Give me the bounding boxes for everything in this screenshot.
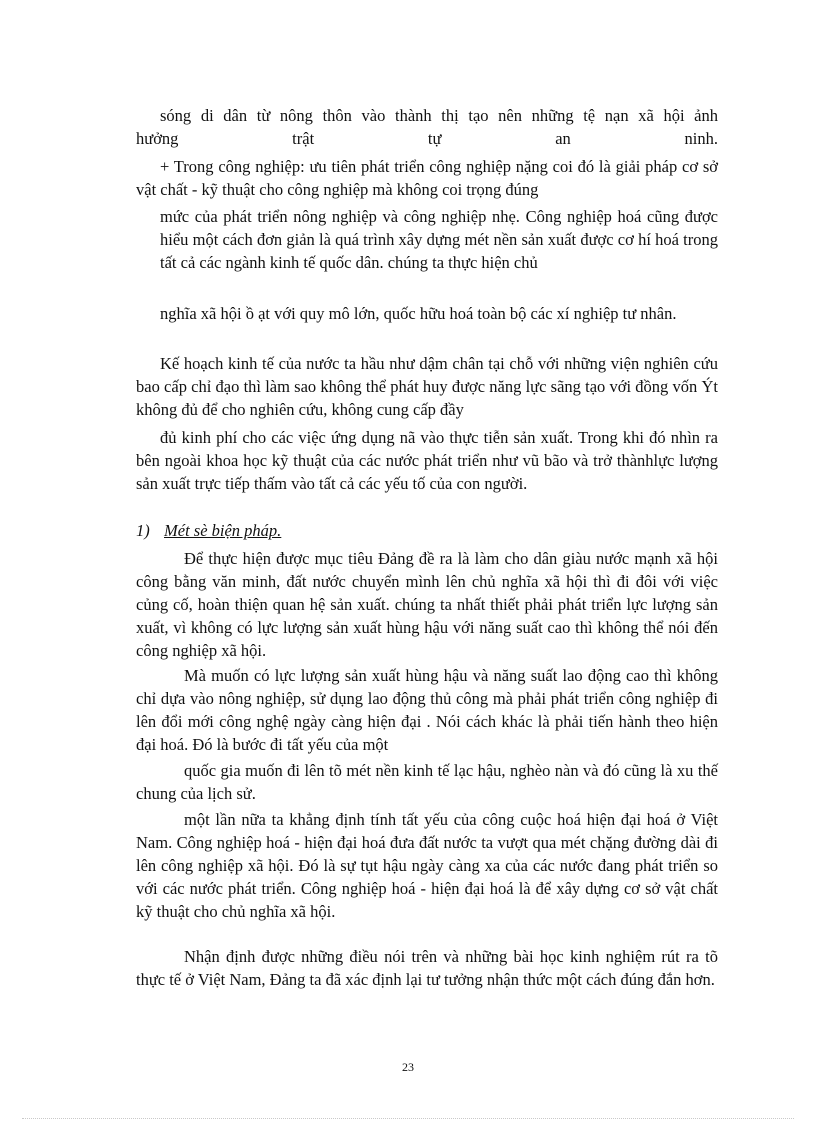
section-title: Mét sè biện pháp. xyxy=(164,521,282,540)
paragraph: Mà muốn có lực lượng sản xuất hùng hậu và năng suất lao động cao thì không chỉ dựa vào nông nghiệp, sử dụng lao động thủ công mà phải phát triển công nghiệp đi lên đổi mới công nghệ ngày càng hiện đại . Nói cách khác là phải tiến hành theo hiện đại hoá. Đó là bước đi tất yếu của một xyxy=(136,666,718,754)
paragraph: Kế hoạch kinh tế của nước ta hầu như dậm chân tại chỗ với những viện nghiên cứu bao cấp chỉ đạo thì làm sao không thể phát huy được năng lực sãng tạo với đồng vốn Ýt không đủ để cho nghiên cứu, không cung cấp đầy xyxy=(136,354,718,419)
paragraph: Nhận định được những điều nói trên và những bài học kinh nghiệm rút ra tõ thực tế ở Việt Nam, Đảng ta đã xác định lại tư tưởng nhận thức một cách đúng đắn hơn. xyxy=(136,947,718,989)
paragraph: quốc gia muốn đi lên tõ mét nền kinh tế lạc hậu, nghèo nàn và đó cũng là xu thế chung của lịch sử. xyxy=(136,761,718,803)
paragraph-line: sóng di dân từ nông thôn vào thành thị tạo nên những tệ nạn xã hội ảnh xyxy=(160,106,718,125)
paragraph-line: hưởng trật tự an ninh. xyxy=(136,129,718,148)
paragraph: đủ kinh phí cho các việc ứng dụng nã vào thực tiễn sản xuất. Trong khi đó nhìn ra bên ngoài khoa học kỹ thuật của các nước phát triển như vũ bão và trở thànhlực lượng sản xuất trực tiếp thấm vào tất cả các yếu tố của con người. xyxy=(136,428,718,493)
paragraph: nghĩa xã hội ồ ạt với quy mô lớn, quốc hữu hoá toàn bộ các xí nghiệp tư nhân. xyxy=(160,304,677,323)
paragraph: một lần nữa ta khẳng định tính tất yếu của công cuộc hoá hiện đại hoá ở Việt Nam. Công nghiệp hoá - hiện đại hoá đưa đất nước ta vượt qua mét chặng đường dài đi lên công nghiệp xã hội. Đó là sự tụt hậu ngày càng xa của các nước đang phát triển so với các nước phát triển. Công nghiệp hoá - hiện đại hoá là để xây dựng cơ sở vật chất kỹ thuật cho chủ nghĩa xã hội. xyxy=(136,810,718,921)
paragraph: mức của phát triển nông nghiệp và công nghiệp nhẹ. Công nghiệp hoá cũng được hiểu một cách đơn giản là quá trình xây dựng mét nền sản xuất được cơ hí hoá trong tất cả các ngành kinh tế quốc dân. chúng ta thực hiện chủ xyxy=(160,207,718,272)
section-heading xyxy=(136,519,281,542)
section-number: 1) xyxy=(136,521,150,540)
paragraph: + Trong công nghiệp: ưu tiên phát triển công nghiệp nặng coi đó là giải pháp cơ sở vật chất - kỹ thuật cho công nghiệp mà không coi trọng đúng xyxy=(136,157,718,199)
paragraph: Để thực hiện được mục tiêu Đảng đề ra là làm cho dân giàu nước mạnh xã hội công bằng văn minh, đất nước chuyển mình lên chủ nghĩa xã hội thì đi đôi với việc củng cố, hoàn thiện quan hệ sản xuất. chúng ta nhất thiết phải phát triển lực lượng sản xuất, vì không có lực lượng sản xuất hùng hậu với năng suất cao thì không thể nói đến công nghiệp xã hội. xyxy=(136,549,718,660)
page-bottom-rule xyxy=(22,1118,794,1119)
page-number: 23 xyxy=(402,1060,414,1074)
